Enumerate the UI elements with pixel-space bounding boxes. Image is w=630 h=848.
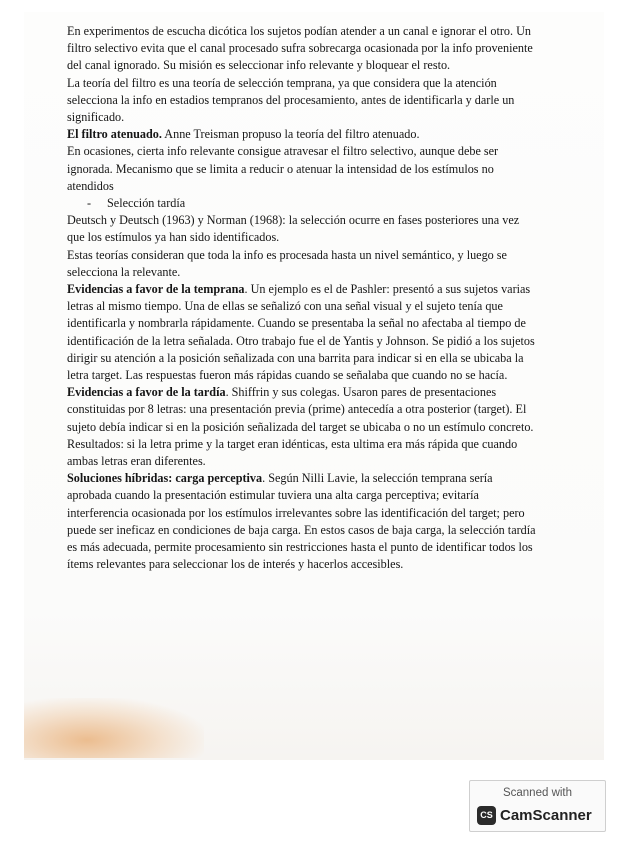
paragraph-10-text: . Según Nilli Lavie, la selección temprana sería aprobada cuando la presentación estimular tuviera una alta carga perceptiva; evitaría interferencia ocasionada por los estímulos irrelevantes sobre las identificación del target; pero puede ser ineficaz en condiciones de baja carga. En estos casos de baja carga, la selección tardía es más adecuada, permite procesamiento sin restricciones hasta el punto de identificar todos los ítems relevantes para seleccionar los de interés y hacerlos accesibles. [67, 471, 536, 572]
scanned-with-label: Scanned with [502, 787, 573, 799]
paragraph-3-text: Anne Treisman propuso la teoría del filtro atenuado. [161, 127, 420, 142]
paragraph-9-bold: Evidencias a favor de la tardía [67, 385, 226, 400]
paragraph-8 [67, 281, 537, 384]
bullet-item [67, 195, 537, 212]
camscanner-watermark [469, 780, 606, 832]
paragraph-6 [67, 212, 537, 246]
paragraph-10-bold: Soluciones híbridas: carga perceptiva [67, 471, 263, 486]
paragraph-8-bold: Evidencias a favor de la temprana [67, 282, 245, 297]
paragraph-7 [67, 247, 537, 281]
paragraph-4-text: En ocasiones, cierta info relevante consigue atravesar el filtro selectivo, aunque debe ser ignorada. Mecanismo que se limita a reducir o atenuar la intensidad de los estímulos no atendidos [67, 144, 499, 193]
camscanner-name: CamScanner [500, 807, 592, 824]
paragraph-8-text: . Un ejemplo es el de Pashler: presentó a sus sujetos varias letras al mismo tiempo. Una de ellas se señalizó con una señal visual y el sujeto tenía que identificarla y nombrarla rápidamente. Cuando se presentaba la señal no afectaba al tiempo de identificación de la letra señalada. Otro trabajo fue el de Yantis y Johnson. Se pidió a los sujetos dirigir su atención a la posición señalizada con una barrita para indicar si en ella se ubicaba la letra target. Las respuestas fueron más rápidas cuando se señalaba que cuando no se hacía. [67, 282, 535, 383]
paragraph-4 [67, 143, 537, 195]
paragraph-2-text: La teoría del filtro es una teoría de selección temprana, ya que considera que la atención selecciona la info en estadios tempranos del procesamiento, antes de identificarla y darle un significado. [67, 75, 515, 125]
paragraph-9-text: . Shiffrin y sus colegas. Usaron pares de presentaciones constituidas por 8 letras: una presentación previa (prime) antecedía a otra posterior (target). El sujeto debía indicar si en la posición señalizada del target se ubicaba o no un estímulo concreto. Resultados: si la letra prime y la target eran idénticas, esta ultima era más rápida que cuando ambas letras eran diferentes. [67, 385, 534, 469]
paragraph-1-text: En experimentos de escucha dicótica los sujetos podían atender a un canal e ignorar el otro. Un filtro selectivo evita que el canal procesado sufra sobrecarga ocasionada por la info proveniente del canal ignorado. Su misión es seleccionar info relevante y bloquear el resto. [67, 24, 533, 73]
paper-stain [24, 698, 204, 758]
paragraph-1 [67, 23, 537, 75]
camscanner-logo-icon: CS [477, 806, 496, 825]
bullet-text: Selección tardía [107, 196, 186, 211]
document-body [67, 23, 537, 574]
paragraph-3-bold: El filtro atenuado. [67, 127, 162, 142]
paragraph-3 [67, 126, 537, 143]
paragraph-9 [67, 384, 537, 470]
paragraph-6-text: Deutsch y Deutsch (1963) y Norman (1968): la selección ocurre en fases posteriores una vez que los estímulos ya han sido identificados. [67, 213, 520, 245]
paragraph-10 [67, 470, 537, 573]
paragraph-7-text: Estas teorías consideran que toda la info es procesada hasta un nivel semántico, y luego se selecciona la relevante. [67, 247, 507, 279]
paragraph-2 [67, 75, 537, 127]
bullet-dash: - [87, 196, 92, 211]
